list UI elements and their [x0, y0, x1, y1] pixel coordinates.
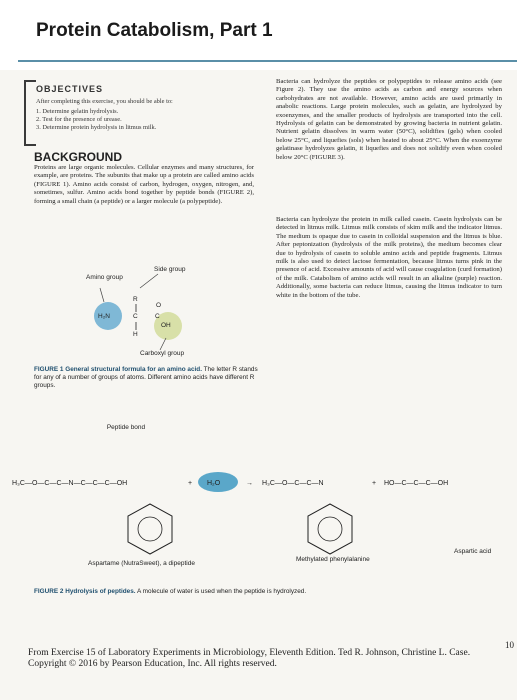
plus-sign-2: +	[372, 480, 377, 487]
reaction-arrow: →	[246, 480, 253, 487]
objective-item: 3. Determine protein hydrolysis in litmus milk.	[36, 124, 157, 131]
o-label: O	[156, 302, 162, 309]
plus-sign: +	[188, 480, 193, 487]
ring-2-inner	[318, 517, 342, 541]
r-label: R	[133, 296, 138, 303]
benzene-ring-1	[120, 500, 180, 560]
carboxyl-group-label: Carboxyl group	[140, 350, 185, 357]
objective-item: 1. Determine gelatin hydrolysis.	[36, 108, 119, 115]
objectives-intro: After completing this exercise, you should be able to:	[36, 98, 173, 105]
objectives-list	[36, 108, 156, 132]
figure2-caption-body: A molecule of water is used when the peptide is hydrolyzed.	[137, 588, 307, 595]
water-label: H₂O	[207, 480, 221, 487]
aspartic-formula: HO—C—C—C—OH	[384, 480, 449, 487]
figure2-caption	[34, 588, 504, 596]
aspartame-label: Aspartame (NutraSweet), a dipeptide	[88, 560, 195, 567]
background-right-text: Bacteria can hydrolyze the peptides or polypeptides to release amino acids (see Figure 2). They use the amino acids as carbon and energy sources when carbohydrates are not available. However, amino acids are used primarily in anabolic reactions. Large protein molecules, such as gelatin, are hydrolyzed by exoenzymes, and the smaller products of hydrolysis are transported into the cell. Hydrolysis of gelatin can be demonstrated by growing bacteria in nutrient gelatin. Nutrient gelatin dissolves in warm water (50°C), solidifies (gels) when cooled below 25°C, and liquefies (sols) when heated to about 25°C. When the exoenzyme gelatinase hydrolyzes gelatin, it liquefies and does not solidify even when cooled below 20°C (FIGURE 3).	[276, 78, 502, 161]
amino-pointer	[100, 288, 104, 302]
side-group-label: Side group	[154, 266, 186, 273]
footer-line-1: From Exercise 15 of Laboratory Experiments in Microbiology, Eleventh Edition. Ted R. Johnson, Christine L. Case.	[28, 648, 471, 658]
aspartic-label: Aspartic acid	[454, 548, 492, 555]
c-carboxyl-label: C	[155, 313, 160, 320]
figure1-caption	[34, 366, 264, 390]
page-title: Protein Catabolism, Part 1	[36, 20, 273, 41]
page-number: 10	[505, 640, 514, 650]
carboxyl-pointer	[160, 338, 166, 350]
peptide-bond-label: Peptide bond	[106, 424, 146, 431]
benzene-ring-2	[300, 500, 360, 560]
amino-group-label: Amino group	[86, 274, 123, 281]
objectives-heading: OBJECTIVES	[36, 84, 104, 94]
objectives-bracket	[24, 80, 36, 146]
methylated-formula: H₃C—O—C—C—N	[262, 480, 324, 487]
figure1-caption-head: FIGURE 1 General structural formula for an amino acid.	[34, 366, 202, 373]
figure1-caption-body: The letter R stands for any of a number of groups of atoms. Different amino acids have different R groups.	[34, 366, 258, 389]
side-pointer	[140, 274, 158, 288]
h-label: H	[133, 331, 138, 338]
background-heading: BACKGROUND	[34, 150, 122, 164]
objective-item: 2. Test for the presence of urease.	[36, 116, 122, 123]
methylated-label: Methylated phenylalanine	[296, 556, 370, 563]
oh-label: OH	[161, 322, 171, 329]
ring-2	[308, 504, 352, 554]
figure2-caption-head: FIGURE 2 Hydrolysis of peptides.	[34, 588, 136, 595]
background-left-text: Proteins are large organic molecules. Cellular enzymes and many structures, for example, are proteins. The subunits that make up a protein are called amino acids (FIGURE 1). Amino acids consist of carbon, hydrogen, oxygen, nitrogen, and, sometimes, sulfur. Amino acids bond together by peptide bonds (FIGURE 2), forming a small chain (a peptide) or a larger molecule (a polypeptide).	[34, 164, 254, 205]
footer-line-2: Copyright © 2016 by Pearson Education, Inc. All rights reserved.	[28, 659, 277, 669]
title-rule	[18, 60, 517, 62]
ring-1	[128, 504, 172, 554]
h2n-label: H₂N	[98, 313, 110, 320]
ring-1-inner	[138, 517, 162, 541]
background-right-text-2: Bacteria can hydrolyze the protein in milk called casein. Casein hydrolysis can be detected in litmus milk. Litmus milk consists of skim milk and the indicator litmus. The medium is opaque due to casein in colloidal suspension and the litmus is blue. After peptonization (hydrolysis of the milk proteins), the medium becomes clear due to hydrolysis of casein to soluble amino acids and peptide fragments. Litmus milk is also used to detect lactose fermentation, because litmus turns pink in the presence of acid. Excessive amounts of acid will cause coagulation (curd formation) of the milk. Catabolism of amino acids will result in an alkaline (purple) reaction. Additionally, some bacteria can reduce litmus, causing the litmus indicator to turn white in the bottom of the tube.	[276, 216, 502, 299]
c-label: C	[133, 313, 138, 320]
aspartame-formula: H₃C—O—C—C—N—C—C—C—OH	[12, 480, 128, 487]
footer	[28, 648, 470, 670]
